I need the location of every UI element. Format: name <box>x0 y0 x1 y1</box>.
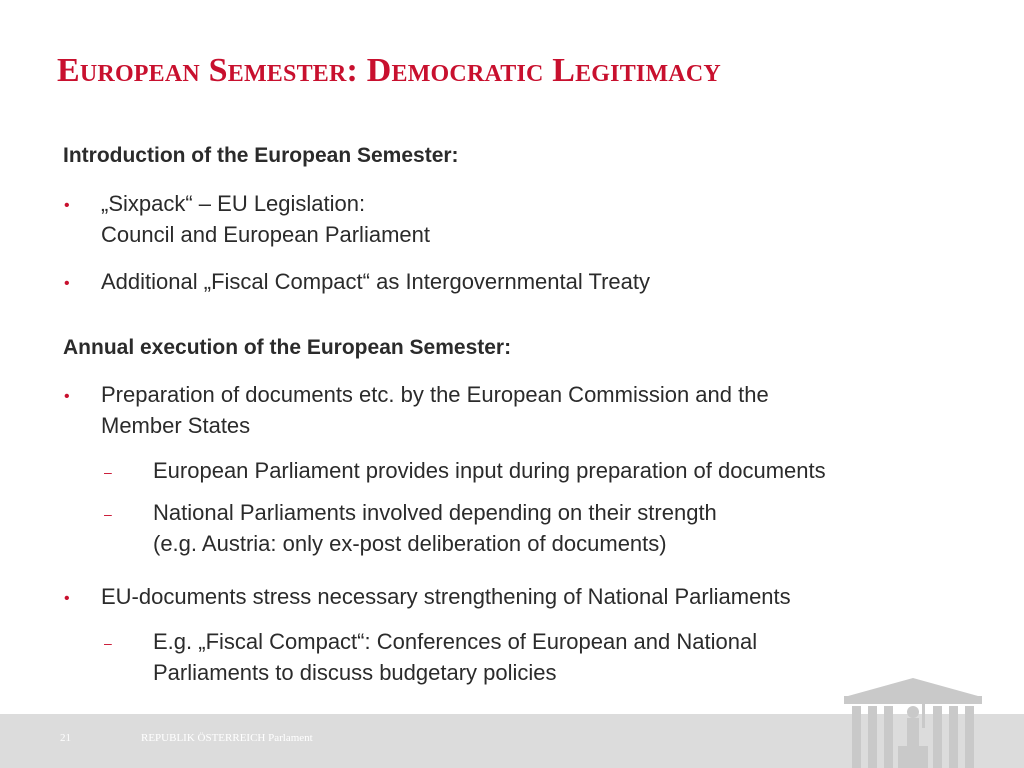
sub-bullet-line: (e.g. Austria: only ex-post deliberation of documents) <box>153 531 667 556</box>
section-heading-annual-execution: Annual execution of the European Semester: <box>63 336 512 359</box>
bullet-marker: • <box>64 590 70 607</box>
dash-marker: – <box>104 635 112 651</box>
sub-bullet-line: Parliaments to discuss budgetary policies <box>153 660 557 685</box>
sub-bullet-line: National Parliaments involved depending on their strength <box>153 500 717 525</box>
bullet-line: „Sixpack“ – EU Legislation: <box>101 191 366 216</box>
bullet-marker: • <box>64 197 70 214</box>
bullet-marker: • <box>64 275 70 292</box>
bullet-line: Preparation of documents etc. by the European Commission and the <box>101 382 769 407</box>
bullet-preparation <box>101 379 769 441</box>
sub-bullet-fiscal-compact-conferences <box>153 626 757 688</box>
page-number: 21 <box>60 732 71 744</box>
bullet-fiscal-compact <box>101 266 650 297</box>
bullet-line: Member States <box>101 413 251 438</box>
bullet-line: Council and European Parliament <box>101 222 430 247</box>
bullet-eu-documents <box>101 581 791 612</box>
bullet-line: EU-documents stress necessary strengthening of National Parliaments <box>101 584 791 609</box>
sub-bullet-national-parliaments <box>153 497 717 559</box>
sub-bullet-ep-input <box>153 455 826 486</box>
bullet-sixpack <box>101 188 430 250</box>
dash-marker: – <box>104 506 112 522</box>
slide-title: European Semester: Democratic Legitimacy <box>57 52 721 89</box>
sub-bullet-line: European Parliament provides input during preparation of documents <box>153 458 826 483</box>
parliament-building-logo-icon <box>838 668 988 768</box>
footer-organization: REPUBLIK ÖSTERREICH Parlament <box>141 732 313 744</box>
section-heading-introduction: Introduction of the European Semester: <box>63 144 459 167</box>
bullet-line: Additional „Fiscal Compact“ as Intergovernmental Treaty <box>101 269 651 294</box>
bullet-marker: • <box>64 388 70 405</box>
sub-bullet-line: E.g. „Fiscal Compact“: Conferences of European and National <box>153 629 758 654</box>
dash-marker: – <box>104 464 112 480</box>
